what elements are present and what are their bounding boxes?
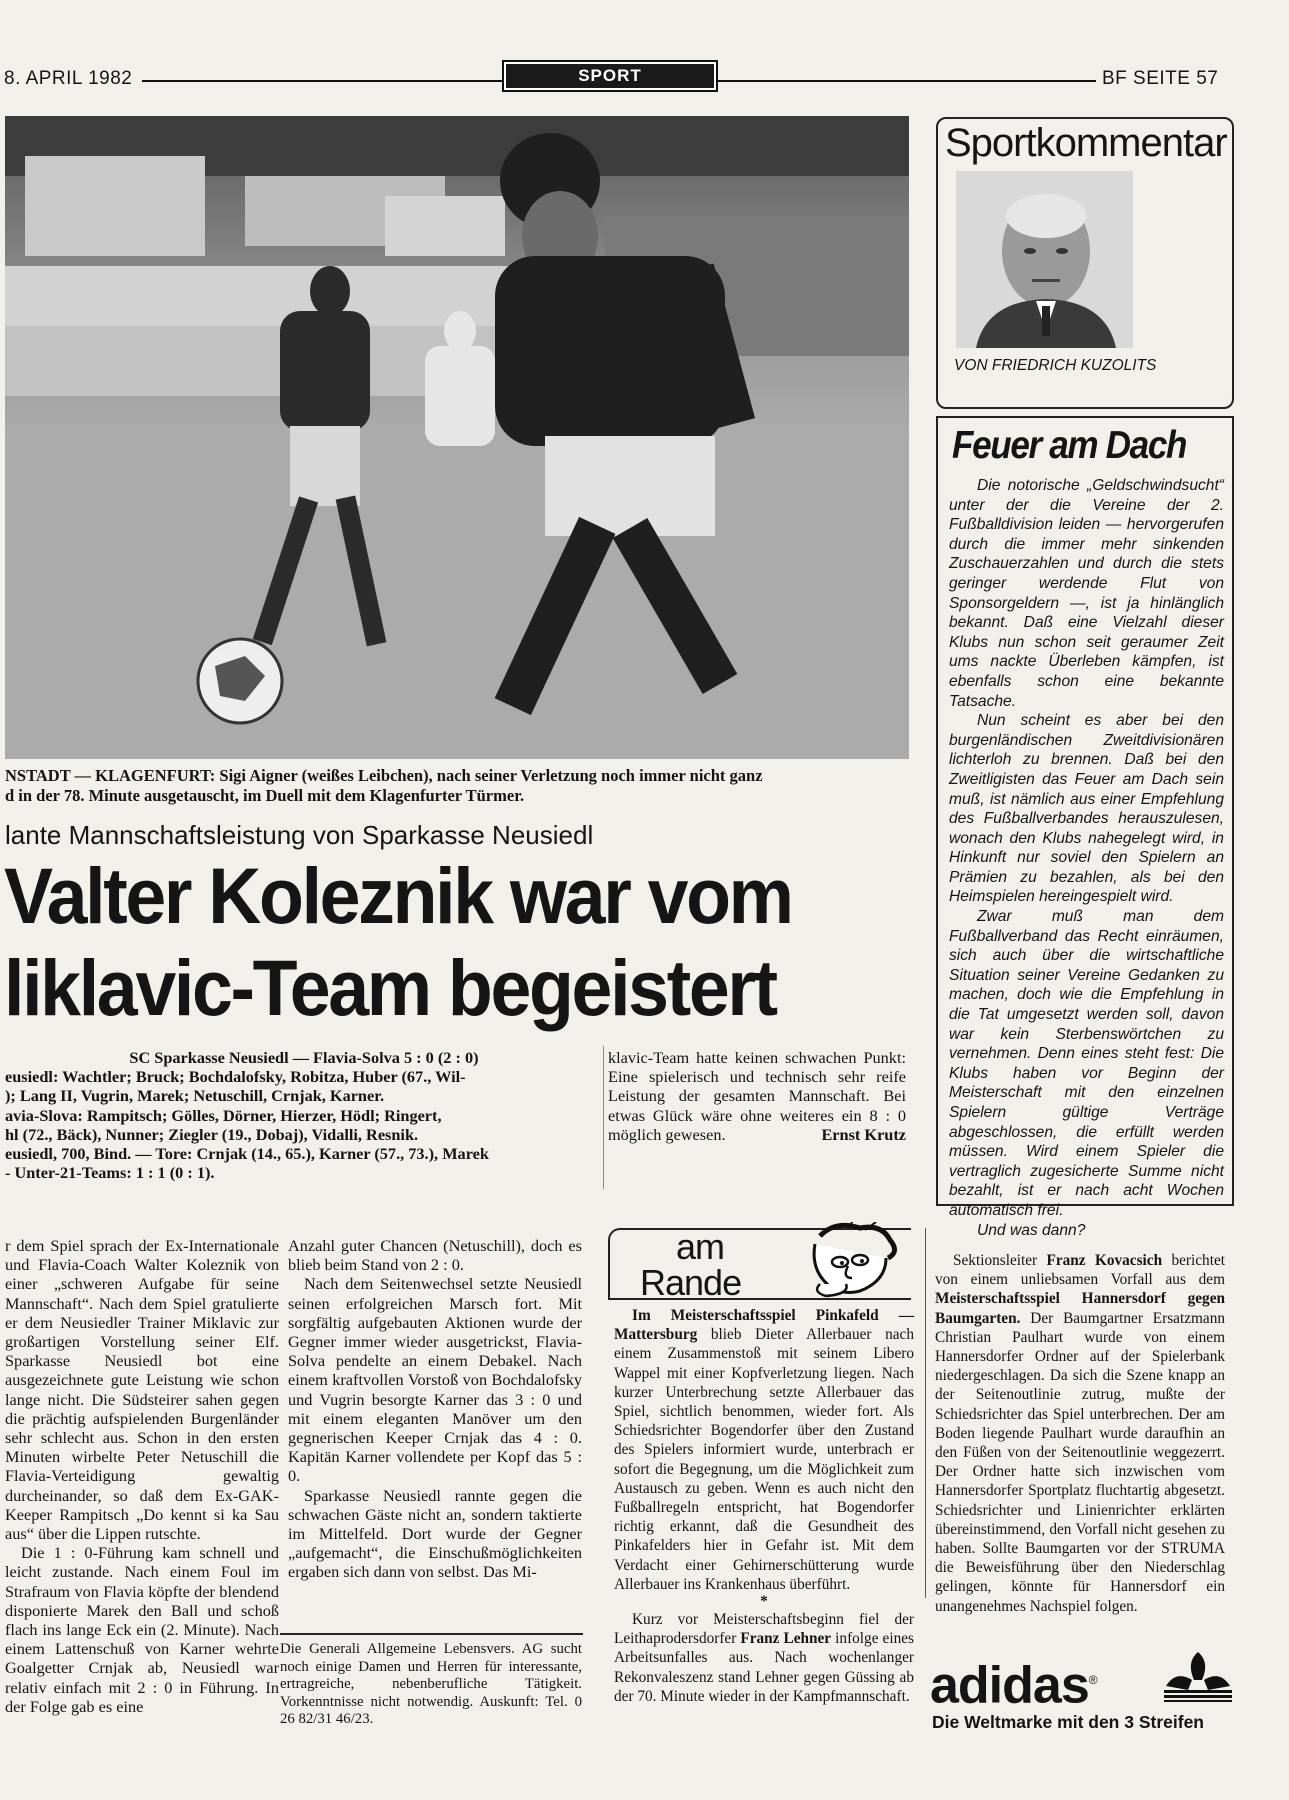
author-portrait: [956, 171, 1133, 348]
am-rande-body: Der Baumgartner Ersatzmann Christian Paulhart wurde von einem Hannersdorfer Ordner auf der Spielerbank niedergeschlagen. Da sich die Szene knapp an der Seitenoutlinie zutrug, mußte der Schiedsrichter das Spiel unterbrechen. Der am Boden liegende Paulhart wurde daraufhin an den Füßen von der Seitenoutlinie weggezerrt. Der Ordner hatte sich inzwischen vom Hannersdorfer Sportplatz fluchtartig abgesetzt. Schiedsrichter und Linienrichter erklärten übereinstimmend, den Vorfall nicht gesehen zu haben. Sollte Baumgarten vor der STRUMA die Beweisführung über den Niederschlag gelingen, könnte für Hannersdorf ein unangenehmes Nachspiel folgen.: [935, 1309, 1225, 1615]
am-rande-paragraph: [935, 1251, 1225, 1616]
am-rande-body: Sektionsleiter: [953, 1252, 1047, 1269]
classified-ad: [280, 1641, 582, 1729]
headline-line-2: liklavic-Team begeistert: [4, 943, 776, 1032]
issue-date: 8. APRIL 1982: [4, 68, 133, 89]
am-rande-left-text: [614, 1306, 914, 1706]
article-paragraph: Nach dem Seitenwechsel setzte Neusiedl seinen erfolgreichen Marsch fort. Mit sorgfältig aufgebauten Aktionen wurde der Gegner immer wieder ausgetrickst, Flavia-Solva pendelte an einem Debakel. Nach einem kraftvollen Vorstoß von Bochdalofsky und Vugrin besorgte Karner das 3 : 0 und mit einem eleganten Manöver um den gegnerischen Keeper Crnjak das 4 : 0. Kapitän Karner vollendete per Kopf das 5 : 0.: [288, 1274, 582, 1486]
am-rande-lead: Im Meisterschaftsspiel Pinkafeld — Mattersburg: [614, 1307, 914, 1344]
comment-paragraph: Nun scheint es aber bei den burgenländischen Zweitdivisionären lichterloh zu brennen. Daß bei den Zweitligisten das Feuer am Dach sein muß, ist nämlich aus einer Empfehlung des Fußballverbandes herauszulesen, wonach den Klubs nahegelegt wird, in Hinkunft nur soviel den Spielern an Prämien zu bezahlen, als bei den Heimspielen hereingespielt wird.: [949, 712, 1224, 906]
adidas-logo-text: [930, 1652, 1097, 1713]
adidas-tagline: Die Weltmarke mit den 3 Streifen: [932, 1712, 1204, 1732]
am-rande-name: Franz Kovacsich: [1046, 1252, 1163, 1269]
section-label: SPORT: [506, 64, 714, 88]
am-rande-title-1: am: [676, 1226, 725, 1267]
trefoil-logo-icon: [1162, 1650, 1234, 1702]
article-paragraph: klavic-Team hatte keinen schwachen Punkt: Eine spielerisch und technisch sehr reife Leistung der gesamten Mannschaft. Bei etwas Glück wäre ohne weiteres ein 8 : 0 möglich gewesen.: [608, 1048, 906, 1144]
photo-caption: [5, 766, 910, 806]
lineup-title: SC Sparkasse Neusiedl — Flavia-Solva 5 : 0 (2 : 0): [129, 1048, 479, 1067]
am-rande-title-2: Rande: [640, 1262, 742, 1303]
headline-line-1: Valter Koleznik war vom: [4, 851, 792, 940]
section-label-box: [502, 60, 718, 92]
lineup-line: ); Lang II, Vugrin, Marek; Netuschill, Crnjak, Karner.: [5, 1086, 385, 1106]
comment-headline: Feuer am Dach: [952, 424, 1187, 467]
header-rule-right: [718, 80, 1096, 82]
column-divider: [603, 1046, 604, 1189]
am-rande-name: Franz Lehner: [740, 1630, 832, 1648]
registered-mark-icon: ®: [1088, 1673, 1097, 1687]
am-rande-body: berichtet von einem unliebsamen Vorfall aus dem: [935, 1252, 1225, 1289]
lineup-block: [5, 1048, 603, 1182]
comment-paragraph: Und was dann?: [977, 1221, 1086, 1239]
football-match-photo: [5, 116, 909, 759]
page-number: BF SEITE 57: [1102, 68, 1219, 89]
article-overline: lante Mannschaftsleistung von Sparkasse Neusiedl: [5, 820, 594, 850]
article-paragraph: r dem Spiel sprach der Ex-Internationale und Flavia-Coach Walter Koleznik von einer „schweren Aufgabe für seine Mannschaft“. Nach dem Spiel gratulierte er dem Neusiedler Trainer Miklavic zur großartigen Vorstellung seiner Elf. Sparkasse Neusiedl bot eine ausgezeichnete gute Leistung wie schon lange nicht. Die Südsteirer sahen gegen die prächtig aufspielenden Burgenländer sehr schlecht aus. Schon in den ersten Minuten wirbelte Peter Netuschill die Flavia-Verteidigung gewaltig durcheinander, so daß dem Ex-GAK-Keeper Rampitsch „Do kennt si ka Sau aus“ über die Lippen rutschte.: [5, 1236, 279, 1544]
article-top-right-column: [608, 1048, 906, 1144]
article-column-1: [5, 1236, 279, 1716]
am-rande-paragraph: [614, 1306, 914, 1594]
column-divider: [925, 1228, 926, 1598]
am-rande-match: Meisterschaftsspiel Hannersdorf gegen Baumgarten.: [935, 1290, 1225, 1327]
am-rande-body: blieb Dieter Allerbauer nach einem Zusammenstoß mit seinem Libero Wappel mit einer Kopfverletzung liegen. Nach kurzer Unterbrechung setzte Allerbauer das Spiel, sichtlich benommen, wieder fort. Als Schiedsrichter Bogendorfer über den Zustand des Spielers informiert wurde, unterbrach er sofort die Begegnung, um die Möglichkeit zum Austausch zu geben. Wenn es auch nicht den Fußballregeln entspricht, hat Bogendorfer richtig erkannt, daß die Gesundheit des Pinkafelders hier in Gefahr ist. Mit dem Verdacht einer Gehirnerschütterung wurde Allerbauer ins Krankenhaus überführt.: [614, 1326, 914, 1593]
am-rande-separator: *: [760, 1593, 768, 1611]
article-paragraph: Anzahl guter Chancen (Netuschill), doch es blieb beim Stand von 2 : 0.: [288, 1236, 582, 1275]
lineup-line: avia-Slova: Rampitsch; Gölles, Dörner, Hierzer, Hödl; Ringert,: [5, 1105, 442, 1125]
lineup-line: hl (72., Bäck), Nunner; Ziegler (19., Dobaj), Vidalli, Resnik.: [5, 1124, 419, 1144]
cartoon-face-icon: [790, 1222, 908, 1300]
am-rande-right-text: [935, 1251, 1225, 1616]
lineup-line: eusiedl, 700, Bind. — Tore: Crnjak (14., 65.), Karner (57., 73.), Marek: [5, 1144, 489, 1164]
comment-body: [949, 476, 1224, 1240]
header-rule-left: [142, 80, 502, 82]
kommentar-author: VON FRIEDRICH KUZOLITS: [954, 357, 1157, 374]
article-byline: Ernst Krutz: [821, 1125, 906, 1145]
comment-paragraph: Zwar muß man dem Fußballverband das Recht einräumen, sich auch über die wirtschaftliche Situation seiner Vereine Gedanken zu machen, doch wie die Empfehlung in die Tat umgesetzt werden soll, davon war kein Sterbenswörtchen zu vernehmen. Denn eines steht fest: Die Klubs haben vor Beginn der Meisterschaft mit den einzelnen Spielern gültige Verträge abgeschlossen, die erfüllt werden müssen. Wird einem Spieler die vertraglich zugesicherte Summe nicht bezahlt, ist er nach acht Wochen automatisch frei.: [949, 908, 1224, 1219]
classified-ad-text: Die Generali Allgemeine Lebensvers. AG sucht noch einige Damen und Herren für interessante, ertragreiche, nebenberufliche Tätigkeit. Vorkenntnisse nicht notwendig. Auskunft: Tel. 0 26 82/31 46/23.: [280, 1641, 582, 1727]
lineup-line: - Unter-21-Teams: 1 : 1 (0 : 1).: [5, 1163, 215, 1183]
am-rande-body: Kurz vor Meisterschaftsbeginn fiel der Leithaprodersdorfer: [614, 1611, 914, 1648]
comment-paragraph: Die notorische „Geldschwindsucht“ unter der die Vereine der 2. Fußballdivision leiden — hervorgerufen durch die immer mehr sinkenden Zuschauerzahlen und durch die stets geringer werdende Flut von Sponsorgeldern —, ist ja hinlänglich bekannt. Daß eine Vielzahl dieser Klubs nun schon seit geraumer Zeit ums nackte Überleben kämpfen, ist ebenfalls schon eine bekannte Tatsache.: [949, 477, 1224, 710]
article-paragraph: Sparkasse Neusiedl rannte gegen die schwachen Gäste nicht an, sondern taktierte im Mittelfeld. Dort wurde der Gegner „aufgemacht“, die Einschußmöglichkeiten ergaben sich dann von selbst. Das Mi-: [288, 1485, 582, 1582]
kommentar-title: Sportkommentar: [945, 121, 1227, 165]
article-column-2: [288, 1236, 582, 1582]
adidas-wordmark: adidas: [930, 1656, 1089, 1715]
article-paragraph: Die 1 : 0-Führung kam schnell und leicht zustande. Nach einem Foul im Strafraum von Flavia köpfte der blendend disponierte Marek den Ball und schoß flach ins lange Eck ein (2. Minute). Nach einem Lattenschuß von Karner wehrte Goalgetter Crnjak ab, Neusiedl war relativ einfach mit 2 : 0 in Führung. In der Folge gab es eine: [5, 1543, 279, 1716]
am-rande-body: infolge eines Arbeitsunfalles aus. Nach wochenlanger Rekonvaleszenz stand Lehner gegen Güssing ab der 70. Minute wieder in der Kampfmannschaft.: [614, 1630, 914, 1705]
am-rande-paragraph: [614, 1610, 914, 1706]
lineup-line: eusiedl: Wachtler; Bruck; Bochdalofsky, Robitza, Huber (67., Wil-: [5, 1067, 466, 1087]
photo-caption-text: NSTADT — KLAGENFURT: Sigi Aigner (weißes Leibchen), nach seiner Verletzung noch immer nicht ganz d in der 78. Minute ausgetauscht, im Duell mit dem Klagenfurter Türmer.: [5, 766, 763, 805]
ad-divider: [280, 1633, 583, 1635]
